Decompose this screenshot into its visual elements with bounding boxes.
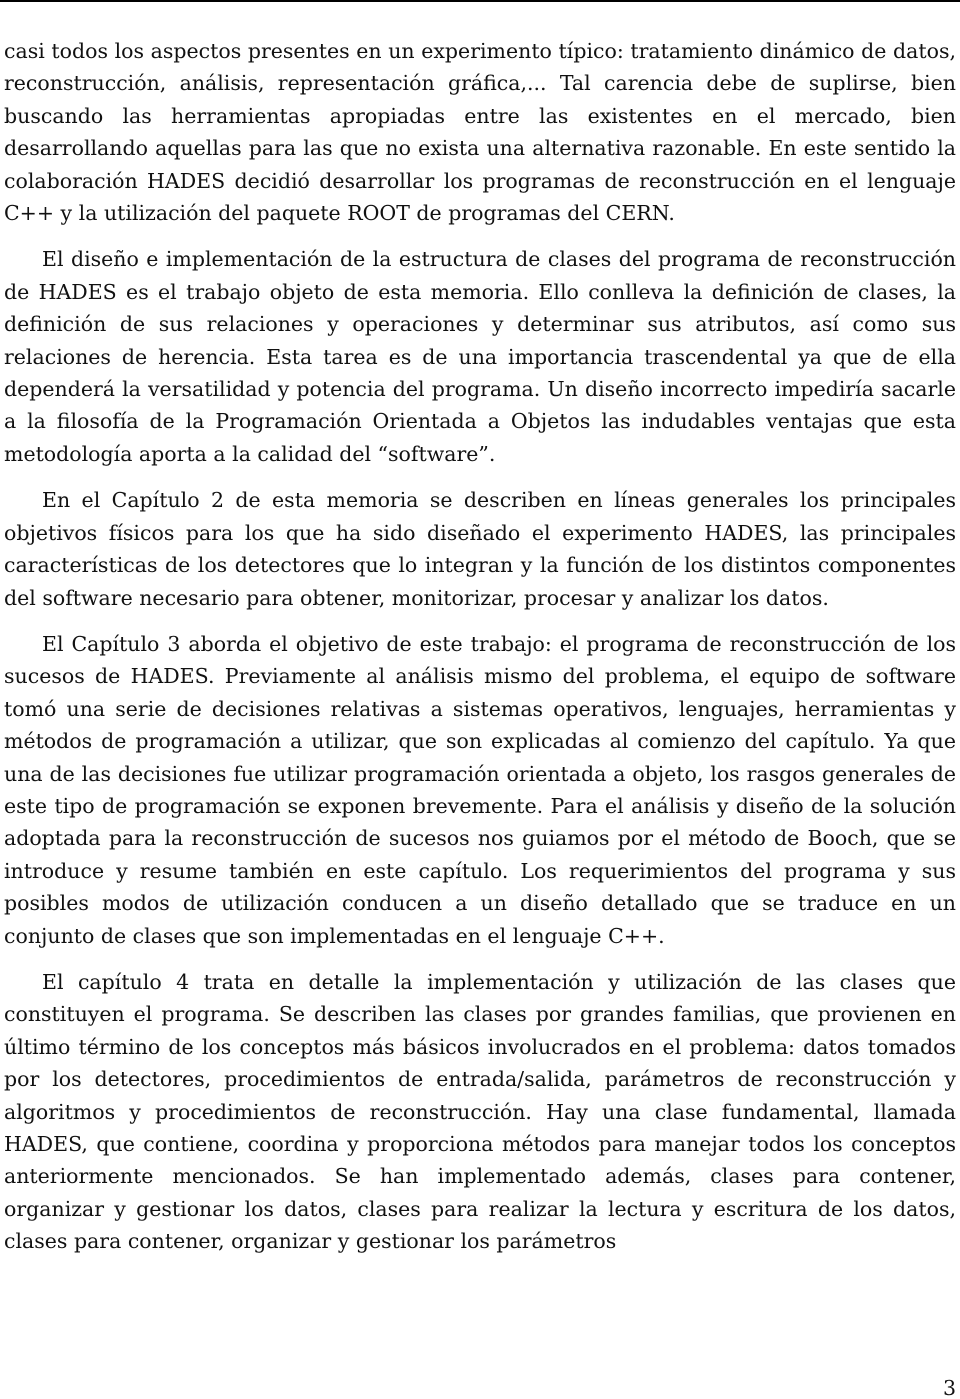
- paragraph-continued: casi todos los aspectos presentes en un experimento típico: tratamiento dinámico de datos, reconstrucción, análisis, representación gráfica,... Tal carencia debe de suplirse, bien buscando las herramientas apropiadas entre las existentes en el mercado, bien desarrollando aquellas para las que no exista una alternativa razonable. En este sentido la colaboración HADES decidió desarrollar los programas de reconstrucción en el lenguaje C++ y la utilización del paquete ROOT de programas del CERN.: [4, 39, 956, 226]
- paragraph-chapter-4: El capítulo 4 trata en detalle la implementación y utilización de las clases que constituyen el programa. Se describen las clases por grandes familias, que provienen en último término de los conceptos más básicos involucrados en el problema: datos tomados por los detectores, procedimientos de entrada/salida, parámetros de reconstrucción y algoritmos y procedimientos de reconstrucción. Hay una clase fundamental, llamada HADES, que contiene, coordina y proporciona métodos para manejar todos los conceptos anteriormente mencionados. Se han implementado además, clases para contener, organizar y gestionar los datos, clases para realizar la lectura y escritura de los datos, clases para contener, organizar y gestionar los parámetros: [4, 969, 956, 1254]
- body-text: [4, 35, 956, 1272]
- page-number: 3: [942, 1376, 956, 1399]
- paragraph-design: El diseño e implementación de la estructura de clases del programa de reconstrucción de HADES es el trabajo objeto de esta memoria. Ello conlleva la definición de clases, la definición de sus relaciones y operaciones y determinar sus atributos, así como sus relaciones de herencia. Esta tarea es de una importancia trascendental ya que de ella dependerá la versatilidad y potencia del programa. Un diseño incorrecto impediría sacarle a la filosofía de la Programación Orientada a Objetos las indudables ventajas que esta metodología aporta a la calidad del “software”.: [4, 247, 956, 466]
- paragraph-chapter-3: El Capítulo 3 aborda el objetivo de este trabajo: el programa de reconstrucción de los sucesos de HADES. Previamente al análisis mismo del problema, el equipo de software tomó una serie de decisiones relativas a sistemas operativos, lenguajes, herramientas y métodos de programación a utilizar, que son explicadas al comienzo del capítulo. Ya que una de las decisiones fue utilizar programación orientada a objeto, los rasgos generales de este tipo de programación se exponen brevemente. Para el análisis y diseño de la solución adoptada para la reconstrucción de sucesos nos guiamos por el método de Booch, que se introduce y resume también en este capítulo. Los requerimientos del programa y sus posibles modos de utilización conducen a un diseño detallado que se traduce en un conjunto de clases que son implementadas en el lenguaje C++.: [4, 631, 956, 948]
- paragraph-chapter-2: En el Capítulo 2 de esta memoria se describen en líneas generales los principales objetivos físicos para los que ha sido diseñado el experimento HADES, las principales características de los detectores que lo integran y la función de los distintos componentes del software necesario para obtener, monitorizar, procesar y analizar los datos.: [4, 488, 956, 610]
